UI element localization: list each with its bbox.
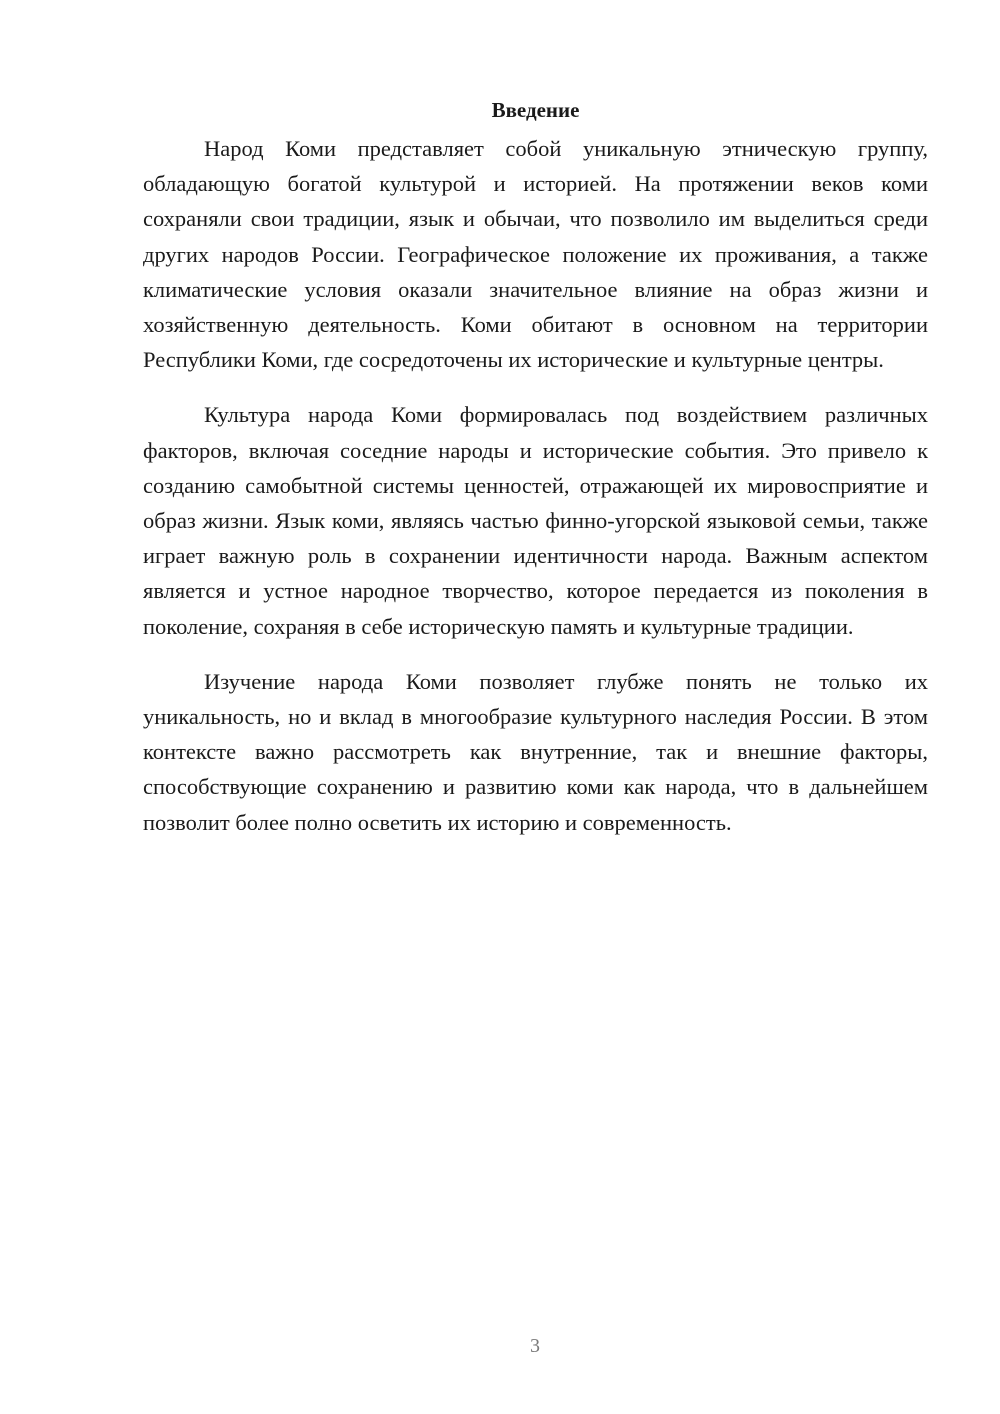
paragraph-3: Изучение народа Коми позволяет глубже понять не только их уникальность, но и вклад в многообразие культурного наследия России. В этом контексте важно рассмотреть как внутренние, так и внешние факторы, способствующие сохранению и развитию коми как народа, что в дальнейшем позволит более полно осветить их историю и современность. [143,668,928,835]
page-number: 3 [530,1335,540,1357]
paragraph-1: Народ Коми представляет собой уникальную этническую группу, обладающую богатой культурой и историей. На протяжении веков коми сохраняли свои традиции, язык и обычаи, что позволило им выделиться среди других народов России. Географическое положение их проживания, а также климатические условия оказали значительное влияние на образ жизни и хозяйственную деятельность. Коми обитают в основном на территории Республики Коми, где сосредоточены их исторические и культурные центры. [143,136,928,373]
section-title: Введение [491,98,580,122]
paragraph-2: Культура народа Коми формировалась под воздействием различных факторов, включая соседние народы и исторические события. Это привело к созданию самобытной системы ценностей, отражающей их мировосприятие и образ жизни. Язык коми, являясь частью финно-угорской языковой семьи, также играет важную роль в сохранении идентичности народа. Важным аспектом является и устное народное творчество, которое передается из поколения в поколение, сохраняя в себе историческую память и культурные традиции. [143,402,928,639]
page-content [143,95,928,860]
